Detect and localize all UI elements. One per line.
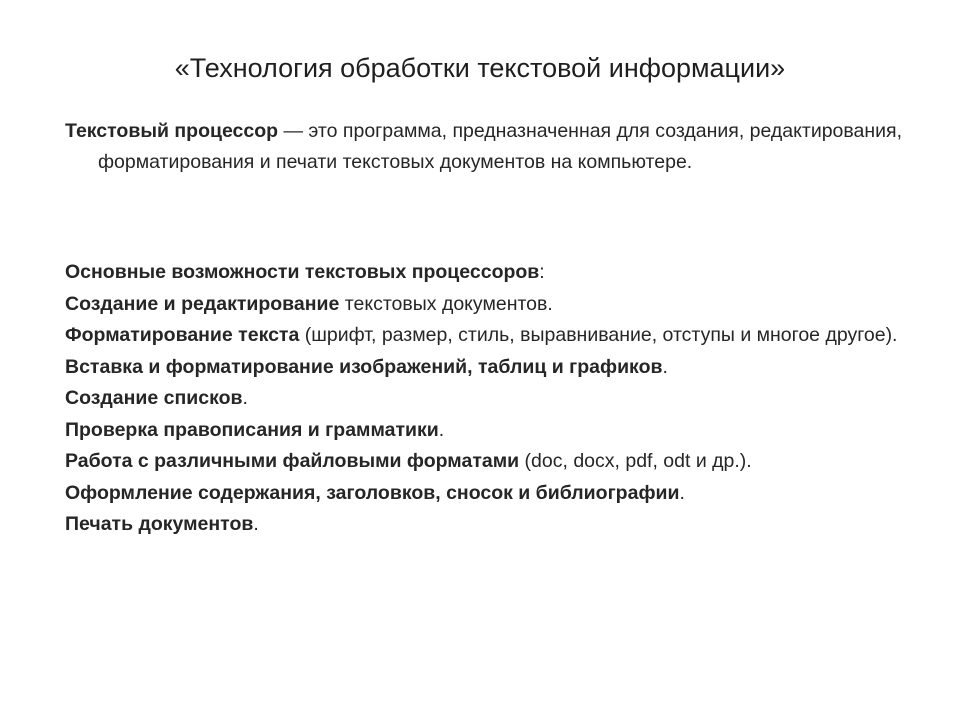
features-heading-bold: Основные возможности текстовых процессоров	[65, 261, 540, 283]
feature-item-bold: Печать документов	[65, 513, 254, 535]
feature-item-rest: .	[253, 513, 259, 535]
feature-item-rest: текстовых документов.	[339, 292, 553, 315]
feature-item	[65, 446, 925, 478]
feature-item	[65, 352, 925, 384]
definition-text: — это программа, предназначенная для создания, редактирования, форматирования и печати текстовых документов на компьютере.	[98, 120, 903, 173]
feature-item-bold: Создание списков	[65, 387, 243, 409]
slide-title: «Технология обработки текстовой информации»	[174, 53, 786, 83]
feature-item-bold: Создание и редактирование	[65, 292, 340, 315]
feature-item	[65, 320, 925, 352]
feature-item-rest: (шрифт, размер, стиль, выравнивание, отступы и многое другое).	[299, 324, 898, 346]
feature-item-rest: (doc, docx, pdf, odt и др.).	[519, 450, 752, 472]
feature-item	[65, 478, 925, 510]
feature-item-bold: Вставка и форматирование изображений, таблиц и графиков	[65, 355, 663, 378]
feature-item-rest: .	[662, 355, 668, 378]
definition-term: Текстовый процессор	[65, 120, 279, 142]
features-list	[65, 257, 925, 541]
feature-item-rest: .	[242, 387, 248, 409]
feature-item-rest: .	[679, 481, 685, 504]
feature-item-rest: .	[438, 418, 445, 441]
features-heading-rest: :	[539, 261, 545, 283]
feature-item-bold: Работа с различными файловыми форматами	[65, 450, 520, 472]
feature-item-bold: Форматирование текста	[65, 324, 300, 346]
feature-item	[65, 289, 925, 321]
definition-paragraph	[65, 116, 948, 178]
features-heading	[65, 257, 925, 289]
feature-item	[65, 509, 925, 541]
feature-item	[65, 415, 925, 447]
feature-item-bold: Проверка правописания и грамматики	[65, 418, 439, 441]
feature-item-bold: Оформление содержания, заголовков, сносок и библиографии	[65, 481, 680, 504]
feature-item	[65, 383, 925, 415]
